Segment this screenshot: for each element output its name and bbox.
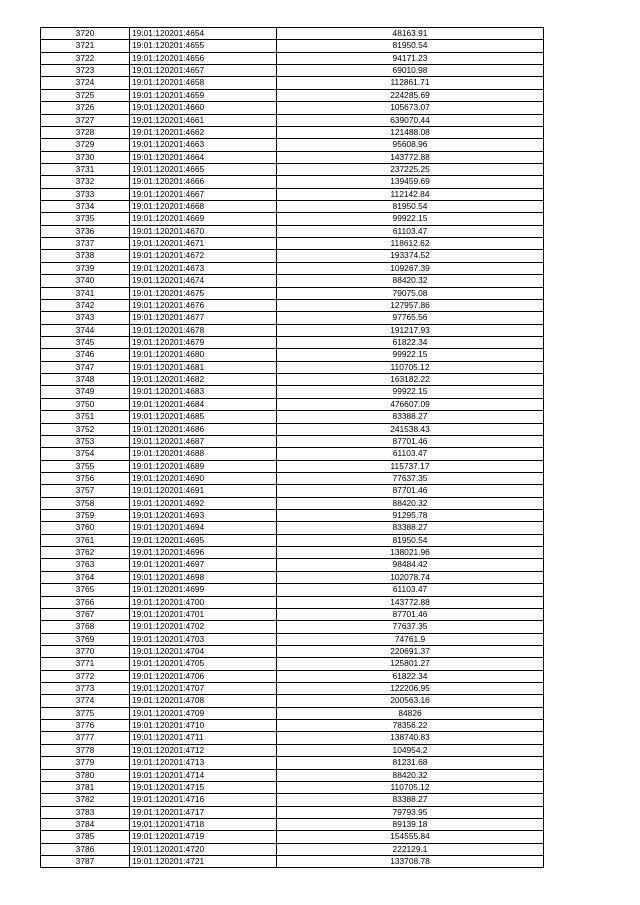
table-row xyxy=(41,188,544,200)
row-number-cell: 3729 xyxy=(41,139,130,151)
row-number-cell: 3778 xyxy=(41,744,130,756)
row-number-cell: 3723 xyxy=(41,65,130,77)
cadastral-number-cell: 19:01:120201:4668 xyxy=(130,201,277,213)
row-number-cell: 3766 xyxy=(41,596,130,608)
value-cell: 88420.32 xyxy=(277,275,544,287)
cadastral-number-cell: 19:01:120201:4670 xyxy=(130,225,277,237)
value-cell: 191217.93 xyxy=(277,324,544,336)
table-row xyxy=(41,176,544,188)
value-cell: 109267.39 xyxy=(277,262,544,274)
row-number-cell: 3784 xyxy=(41,819,130,831)
row-number-cell: 3745 xyxy=(41,336,130,348)
table-row xyxy=(41,423,544,435)
value-cell: 143772.88 xyxy=(277,151,544,163)
row-number-cell: 3722 xyxy=(41,52,130,64)
cadastral-number-cell: 19:01:120201:4675 xyxy=(130,287,277,299)
table-row xyxy=(41,299,544,311)
table-row xyxy=(41,262,544,274)
row-number-cell: 3776 xyxy=(41,720,130,732)
value-cell: 138740.83 xyxy=(277,732,544,744)
cadastral-number-cell: 19:01:120201:4699 xyxy=(130,584,277,596)
row-number-cell: 3755 xyxy=(41,460,130,472)
table-row xyxy=(41,336,544,348)
value-cell: 163182.22 xyxy=(277,374,544,386)
cadastral-number-cell: 19:01:120201:4697 xyxy=(130,559,277,571)
table-row xyxy=(41,374,544,386)
table-row xyxy=(41,744,544,756)
row-number-cell: 3732 xyxy=(41,176,130,188)
row-number-cell: 3758 xyxy=(41,497,130,509)
table-row xyxy=(41,571,544,583)
cadastral-number-cell: 19:01:120201:4710 xyxy=(130,720,277,732)
value-cell: 193374.52 xyxy=(277,250,544,262)
row-number-cell: 3754 xyxy=(41,448,130,460)
cadastral-number-cell: 19:01:120201:4667 xyxy=(130,188,277,200)
cadastral-number-cell: 19:01:120201:4706 xyxy=(130,670,277,682)
cadastral-number-cell: 19:01:120201:4719 xyxy=(130,831,277,843)
value-cell: 87701.46 xyxy=(277,435,544,447)
table-row xyxy=(41,584,544,596)
table-body xyxy=(41,28,544,868)
value-cell: 98484.42 xyxy=(277,559,544,571)
value-cell: 118612.62 xyxy=(277,238,544,250)
row-number-cell: 3781 xyxy=(41,781,130,793)
row-number-cell: 3727 xyxy=(41,114,130,126)
cadastral-number-cell: 19:01:120201:4693 xyxy=(130,510,277,522)
row-number-cell: 3730 xyxy=(41,151,130,163)
cadastral-number-cell: 19:01:120201:4656 xyxy=(130,52,277,64)
table-row xyxy=(41,65,544,77)
table-row xyxy=(41,683,544,695)
cadastral-number-cell: 19:01:120201:4701 xyxy=(130,608,277,620)
value-cell: 74761.9 xyxy=(277,633,544,645)
row-number-cell: 3782 xyxy=(41,794,130,806)
cadastral-number-cell: 19:01:120201:4714 xyxy=(130,769,277,781)
value-cell: 81950.54 xyxy=(277,40,544,52)
row-number-cell: 3741 xyxy=(41,287,130,299)
table-row xyxy=(41,324,544,336)
value-cell: 139459.69 xyxy=(277,176,544,188)
table-row xyxy=(41,213,544,225)
cadastral-number-cell: 19:01:120201:4694 xyxy=(130,522,277,534)
table-row xyxy=(41,435,544,447)
row-number-cell: 3728 xyxy=(41,126,130,138)
row-number-cell: 3738 xyxy=(41,250,130,262)
cadastral-number-cell: 19:01:120201:4678 xyxy=(130,324,277,336)
cadastral-number-cell: 19:01:120201:4683 xyxy=(130,386,277,398)
cadastral-number-cell: 19:01:120201:4655 xyxy=(130,40,277,52)
value-cell: 81231.68 xyxy=(277,757,544,769)
table-row xyxy=(41,633,544,645)
cadastral-number-cell: 19:01:120201:4715 xyxy=(130,781,277,793)
table-row xyxy=(41,831,544,843)
row-number-cell: 3768 xyxy=(41,621,130,633)
table-row xyxy=(41,806,544,818)
value-cell: 99922.15 xyxy=(277,386,544,398)
value-cell: 61822.34 xyxy=(277,670,544,682)
value-cell: 48163.91 xyxy=(277,28,544,40)
cadastral-number-cell: 19:01:120201:4708 xyxy=(130,695,277,707)
value-cell: 88420.32 xyxy=(277,769,544,781)
row-number-cell: 3740 xyxy=(41,275,130,287)
value-cell: 77637.35 xyxy=(277,621,544,633)
cadastral-number-cell: 19:01:120201:4672 xyxy=(130,250,277,262)
table-row xyxy=(41,596,544,608)
cadastral-number-cell: 19:01:120201:4705 xyxy=(130,658,277,670)
cadastral-number-cell: 19:01:120201:4661 xyxy=(130,114,277,126)
value-cell: 122206.95 xyxy=(277,683,544,695)
cadastral-number-cell: 19:01:120201:4698 xyxy=(130,571,277,583)
cadastral-number-cell: 19:01:120201:4679 xyxy=(130,336,277,348)
value-cell: 69010.98 xyxy=(277,65,544,77)
table-row xyxy=(41,126,544,138)
row-number-cell: 3721 xyxy=(41,40,130,52)
cadastral-number-cell: 19:01:120201:4696 xyxy=(130,547,277,559)
value-cell: 133708.78 xyxy=(277,856,544,868)
cadastral-number-cell: 19:01:120201:4713 xyxy=(130,757,277,769)
row-number-cell: 3775 xyxy=(41,707,130,719)
table-row xyxy=(41,534,544,546)
cadastral-number-cell: 19:01:120201:4659 xyxy=(130,89,277,101)
cadastral-number-cell: 19:01:120201:4665 xyxy=(130,163,277,175)
table-row xyxy=(41,102,544,114)
value-cell: 87701.46 xyxy=(277,608,544,620)
value-cell: 154555.84 xyxy=(277,831,544,843)
table-row xyxy=(41,856,544,868)
value-cell: 77637.35 xyxy=(277,472,544,484)
value-cell: 81950.54 xyxy=(277,201,544,213)
row-number-cell: 3770 xyxy=(41,645,130,657)
table-row xyxy=(41,77,544,89)
value-cell: 61103.47 xyxy=(277,584,544,596)
table-row xyxy=(41,275,544,287)
row-number-cell: 3737 xyxy=(41,238,130,250)
table-row xyxy=(41,707,544,719)
value-cell: 97765.56 xyxy=(277,312,544,324)
value-cell: 87701.46 xyxy=(277,485,544,497)
row-number-cell: 3772 xyxy=(41,670,130,682)
cadastral-number-cell: 19:01:120201:4664 xyxy=(130,151,277,163)
cadastral-number-cell: 19:01:120201:4669 xyxy=(130,213,277,225)
cadastral-number-cell: 19:01:120201:4663 xyxy=(130,139,277,151)
row-number-cell: 3747 xyxy=(41,361,130,373)
cadastral-number-cell: 19:01:120201:4657 xyxy=(130,65,277,77)
row-number-cell: 3739 xyxy=(41,262,130,274)
value-cell: 88420.32 xyxy=(277,497,544,509)
value-cell: 200563.16 xyxy=(277,695,544,707)
cadastral-number-cell: 19:01:120201:4700 xyxy=(130,596,277,608)
row-number-cell: 3720 xyxy=(41,28,130,40)
cadastral-number-cell: 19:01:120201:4660 xyxy=(130,102,277,114)
cadastral-number-cell: 19:01:120201:4677 xyxy=(130,312,277,324)
table-row xyxy=(41,794,544,806)
row-number-cell: 3774 xyxy=(41,695,130,707)
value-cell: 99922.15 xyxy=(277,349,544,361)
cadastral-number-cell: 19:01:120201:4684 xyxy=(130,398,277,410)
table-row xyxy=(41,386,544,398)
value-cell: 89139.18 xyxy=(277,819,544,831)
table-row xyxy=(41,460,544,472)
row-number-cell: 3750 xyxy=(41,398,130,410)
value-cell: 112861.71 xyxy=(277,77,544,89)
row-number-cell: 3767 xyxy=(41,608,130,620)
cadastral-number-cell: 19:01:120201:4695 xyxy=(130,534,277,546)
table-row xyxy=(41,201,544,213)
table-row xyxy=(41,151,544,163)
value-cell: 115737.17 xyxy=(277,460,544,472)
cadastral-number-cell: 19:01:120201:4711 xyxy=(130,732,277,744)
row-number-cell: 3752 xyxy=(41,423,130,435)
row-number-cell: 3735 xyxy=(41,213,130,225)
cadastral-number-cell: 19:01:120201:4671 xyxy=(130,238,277,250)
table-row xyxy=(41,658,544,670)
value-cell: 237225.25 xyxy=(277,163,544,175)
row-number-cell: 3771 xyxy=(41,658,130,670)
row-number-cell: 3769 xyxy=(41,633,130,645)
value-cell: 99922.15 xyxy=(277,213,544,225)
cadastral-number-cell: 19:01:120201:4666 xyxy=(130,176,277,188)
document-page xyxy=(40,27,543,868)
cadastral-number-cell: 19:01:120201:4685 xyxy=(130,411,277,423)
row-number-cell: 3734 xyxy=(41,201,130,213)
cadastral-number-cell: 19:01:120201:4707 xyxy=(130,683,277,695)
table-row xyxy=(41,472,544,484)
cadastral-number-cell: 19:01:120201:4718 xyxy=(130,819,277,831)
cadastral-number-cell: 19:01:120201:4680 xyxy=(130,349,277,361)
value-cell: 83388.27 xyxy=(277,522,544,534)
table-row xyxy=(41,843,544,855)
table-row xyxy=(41,448,544,460)
row-number-cell: 3742 xyxy=(41,299,130,311)
table-row xyxy=(41,547,544,559)
data-table xyxy=(40,27,544,868)
value-cell: 476607.09 xyxy=(277,398,544,410)
cadastral-number-cell: 19:01:120201:4662 xyxy=(130,126,277,138)
value-cell: 241538.43 xyxy=(277,423,544,435)
table-row xyxy=(41,225,544,237)
row-number-cell: 3760 xyxy=(41,522,130,534)
row-number-cell: 3733 xyxy=(41,188,130,200)
cadastral-number-cell: 19:01:120201:4703 xyxy=(130,633,277,645)
table-row xyxy=(41,720,544,732)
row-number-cell: 3773 xyxy=(41,683,130,695)
value-cell: 220691.37 xyxy=(277,645,544,657)
cadastral-number-cell: 19:01:120201:4676 xyxy=(130,299,277,311)
table-row xyxy=(41,621,544,633)
cadastral-number-cell: 19:01:120201:4673 xyxy=(130,262,277,274)
table-row xyxy=(41,411,544,423)
row-number-cell: 3761 xyxy=(41,534,130,546)
value-cell: 104954.2 xyxy=(277,744,544,756)
value-cell: 83388.27 xyxy=(277,794,544,806)
value-cell: 79793.95 xyxy=(277,806,544,818)
row-number-cell: 3764 xyxy=(41,571,130,583)
table-row xyxy=(41,398,544,410)
row-number-cell: 3759 xyxy=(41,510,130,522)
value-cell: 639070.44 xyxy=(277,114,544,126)
table-row xyxy=(41,522,544,534)
value-cell: 61103.47 xyxy=(277,448,544,460)
table-row xyxy=(41,163,544,175)
row-number-cell: 3756 xyxy=(41,472,130,484)
value-cell: 121488.08 xyxy=(277,126,544,138)
table-row xyxy=(41,361,544,373)
table-row xyxy=(41,497,544,509)
table-row xyxy=(41,781,544,793)
value-cell: 81950.54 xyxy=(277,534,544,546)
cadastral-number-cell: 19:01:120201:4691 xyxy=(130,485,277,497)
table-row xyxy=(41,645,544,657)
value-cell: 112142.84 xyxy=(277,188,544,200)
value-cell: 94171.23 xyxy=(277,52,544,64)
value-cell: 78356.22 xyxy=(277,720,544,732)
value-cell: 127957.86 xyxy=(277,299,544,311)
table-row xyxy=(41,769,544,781)
table-row xyxy=(41,695,544,707)
table-row xyxy=(41,114,544,126)
cadastral-number-cell: 19:01:120201:4688 xyxy=(130,448,277,460)
value-cell: 138021.96 xyxy=(277,547,544,559)
value-cell: 143772.88 xyxy=(277,596,544,608)
cadastral-number-cell: 19:01:120201:4658 xyxy=(130,77,277,89)
table-row xyxy=(41,670,544,682)
value-cell: 95608.96 xyxy=(277,139,544,151)
row-number-cell: 3783 xyxy=(41,806,130,818)
value-cell: 83388.27 xyxy=(277,411,544,423)
row-number-cell: 3763 xyxy=(41,559,130,571)
row-number-cell: 3765 xyxy=(41,584,130,596)
value-cell: 110705.12 xyxy=(277,781,544,793)
row-number-cell: 3743 xyxy=(41,312,130,324)
value-cell: 84826 xyxy=(277,707,544,719)
row-number-cell: 3780 xyxy=(41,769,130,781)
value-cell: 105673.07 xyxy=(277,102,544,114)
cadastral-number-cell: 19:01:120201:4702 xyxy=(130,621,277,633)
row-number-cell: 3724 xyxy=(41,77,130,89)
value-cell: 224285.69 xyxy=(277,89,544,101)
cadastral-number-cell: 19:01:120201:4689 xyxy=(130,460,277,472)
cadastral-number-cell: 19:01:120201:4692 xyxy=(130,497,277,509)
cadastral-number-cell: 19:01:120201:4704 xyxy=(130,645,277,657)
value-cell: 91295.78 xyxy=(277,510,544,522)
row-number-cell: 3748 xyxy=(41,374,130,386)
table-row xyxy=(41,485,544,497)
table-row xyxy=(41,28,544,40)
row-number-cell: 3751 xyxy=(41,411,130,423)
table-row xyxy=(41,732,544,744)
cadastral-number-cell: 19:01:120201:4674 xyxy=(130,275,277,287)
row-number-cell: 3753 xyxy=(41,435,130,447)
table-row xyxy=(41,559,544,571)
row-number-cell: 3779 xyxy=(41,757,130,769)
cadastral-number-cell: 19:01:120201:4720 xyxy=(130,843,277,855)
cadastral-number-cell: 19:01:120201:4709 xyxy=(130,707,277,719)
value-cell: 222129.1 xyxy=(277,843,544,855)
table-row xyxy=(41,608,544,620)
cadastral-number-cell: 19:01:120201:4686 xyxy=(130,423,277,435)
cadastral-number-cell: 19:01:120201:4717 xyxy=(130,806,277,818)
table-row xyxy=(41,312,544,324)
row-number-cell: 3785 xyxy=(41,831,130,843)
row-number-cell: 3731 xyxy=(41,163,130,175)
table-row xyxy=(41,287,544,299)
table-row xyxy=(41,819,544,831)
cadastral-number-cell: 19:01:120201:4721 xyxy=(130,856,277,868)
table-row xyxy=(41,89,544,101)
row-number-cell: 3744 xyxy=(41,324,130,336)
value-cell: 125801.27 xyxy=(277,658,544,670)
cadastral-number-cell: 19:01:120201:4682 xyxy=(130,374,277,386)
row-number-cell: 3726 xyxy=(41,102,130,114)
value-cell: 61103.47 xyxy=(277,225,544,237)
row-number-cell: 3762 xyxy=(41,547,130,559)
table-row xyxy=(41,349,544,361)
table-row xyxy=(41,40,544,52)
value-cell: 79075.08 xyxy=(277,287,544,299)
row-number-cell: 3736 xyxy=(41,225,130,237)
value-cell: 102078.74 xyxy=(277,571,544,583)
cadastral-number-cell: 19:01:120201:4716 xyxy=(130,794,277,806)
table-row xyxy=(41,510,544,522)
table-row xyxy=(41,757,544,769)
cadastral-number-cell: 19:01:120201:4690 xyxy=(130,472,277,484)
row-number-cell: 3725 xyxy=(41,89,130,101)
cadastral-number-cell: 19:01:120201:4654 xyxy=(130,28,277,40)
row-number-cell: 3786 xyxy=(41,843,130,855)
cadastral-number-cell: 19:01:120201:4687 xyxy=(130,435,277,447)
value-cell: 61822.34 xyxy=(277,336,544,348)
table-row xyxy=(41,52,544,64)
table-row xyxy=(41,250,544,262)
row-number-cell: 3746 xyxy=(41,349,130,361)
cadastral-number-cell: 19:01:120201:4712 xyxy=(130,744,277,756)
cadastral-number-cell: 19:01:120201:4681 xyxy=(130,361,277,373)
row-number-cell: 3757 xyxy=(41,485,130,497)
table-row xyxy=(41,238,544,250)
row-number-cell: 3749 xyxy=(41,386,130,398)
row-number-cell: 3787 xyxy=(41,856,130,868)
row-number-cell: 3777 xyxy=(41,732,130,744)
table-row xyxy=(41,139,544,151)
value-cell: 110705.12 xyxy=(277,361,544,373)
